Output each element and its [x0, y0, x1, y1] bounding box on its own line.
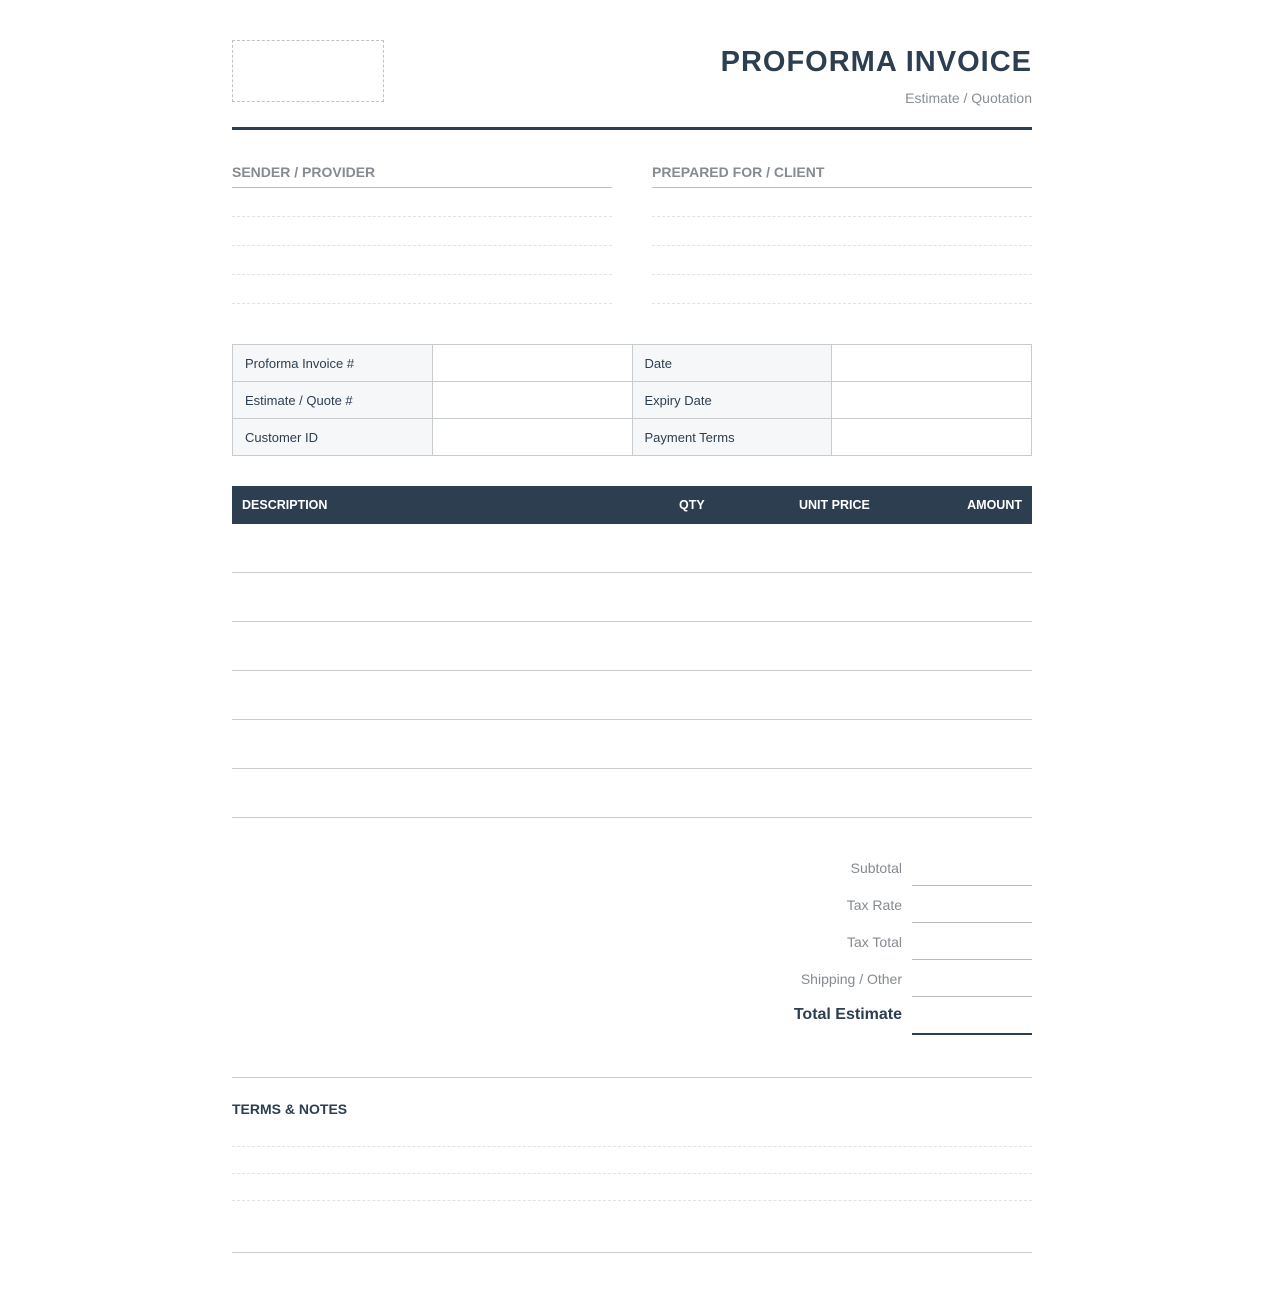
- meta-row: [233, 419, 1032, 456]
- sender-section: [232, 164, 612, 304]
- terms-notes-area[interactable]: [232, 1120, 1032, 1201]
- meta-row: [233, 382, 1032, 419]
- tax-rate-field[interactable]: [912, 887, 1032, 923]
- line-items-header: [232, 486, 1032, 524]
- client-line[interactable]: [652, 188, 1032, 217]
- subtotal-field[interactable]: [912, 850, 1032, 886]
- expiry-date-field[interactable]: [832, 382, 1032, 419]
- sender-line[interactable]: [232, 246, 612, 275]
- total-estimate-label: Total Estimate: [793, 1006, 902, 1023]
- line-items-table: [232, 486, 1032, 818]
- terms-label: TERMS & NOTES: [232, 1101, 348, 1117]
- line-item-row[interactable]: [232, 573, 1032, 622]
- document-title: PROFORMA INVOICE: [720, 46, 1032, 78]
- estimate-quote-number-field[interactable]: [432, 382, 632, 419]
- header-divider: [232, 127, 1032, 130]
- amount-column-header: AMOUNT: [967, 498, 1022, 512]
- sender-line[interactable]: [232, 275, 612, 304]
- shipping-field[interactable]: [912, 961, 1032, 997]
- meta-row: [233, 345, 1032, 382]
- client-line[interactable]: [652, 275, 1032, 304]
- line-item-row[interactable]: [232, 769, 1032, 818]
- line-item-row[interactable]: [232, 671, 1032, 720]
- estimate-quote-number-label: Estimate / Quote #: [233, 382, 433, 419]
- tax-rate-row: [232, 887, 1032, 924]
- tax-rate-label: Tax Rate: [846, 897, 902, 913]
- tax-total-field[interactable]: [912, 924, 1032, 960]
- proforma-invoice-number-label: Proforma Invoice #: [233, 345, 433, 382]
- shipping-label: Shipping / Other: [800, 971, 902, 987]
- date-field[interactable]: [832, 345, 1032, 382]
- terms-bottom-rule: [232, 1252, 1032, 1253]
- invoice-meta-table: [232, 344, 1032, 456]
- terms-divider: [232, 1077, 1032, 1078]
- sender-line[interactable]: [232, 188, 612, 217]
- document-subtitle: Estimate / Quotation: [905, 90, 1032, 106]
- line-item-row[interactable]: [232, 622, 1032, 671]
- date-label: Date: [632, 345, 832, 382]
- line-item-row[interactable]: [232, 524, 1032, 573]
- payment-terms-field[interactable]: [832, 419, 1032, 456]
- sender-label: SENDER / PROVIDER: [232, 164, 612, 188]
- total-estimate-row: [232, 998, 1032, 1035]
- logo-placeholder[interactable]: [232, 40, 384, 102]
- subtotal-label: Subtotal: [850, 860, 902, 876]
- tax-total-row: [232, 924, 1032, 961]
- description-column-header: DESCRIPTION: [242, 498, 328, 512]
- client-line[interactable]: [652, 217, 1032, 246]
- client-label: PREPARED FOR / CLIENT: [652, 164, 1032, 188]
- qty-column-header: QTY: [679, 498, 705, 512]
- terms-line[interactable]: [232, 1174, 1032, 1201]
- client-line[interactable]: [652, 246, 1032, 275]
- customer-id-label: Customer ID: [233, 419, 433, 456]
- line-item-row[interactable]: [232, 720, 1032, 769]
- customer-id-field[interactable]: [432, 419, 632, 456]
- subtotal-row: [232, 850, 1032, 887]
- sender-line[interactable]: [232, 217, 612, 246]
- client-section: [652, 164, 1032, 304]
- tax-total-label: Tax Total: [847, 934, 902, 950]
- terms-line[interactable]: [232, 1147, 1032, 1174]
- payment-terms-label: Payment Terms: [632, 419, 832, 456]
- terms-line[interactable]: [232, 1120, 1032, 1147]
- shipping-row: [232, 961, 1032, 998]
- expiry-date-label: Expiry Date: [632, 382, 832, 419]
- total-estimate-field[interactable]: [912, 998, 1032, 1035]
- totals-section: [232, 850, 1032, 1035]
- proforma-invoice-number-field[interactable]: [432, 345, 632, 382]
- unit-price-column-header: UNIT PRICE: [799, 498, 870, 512]
